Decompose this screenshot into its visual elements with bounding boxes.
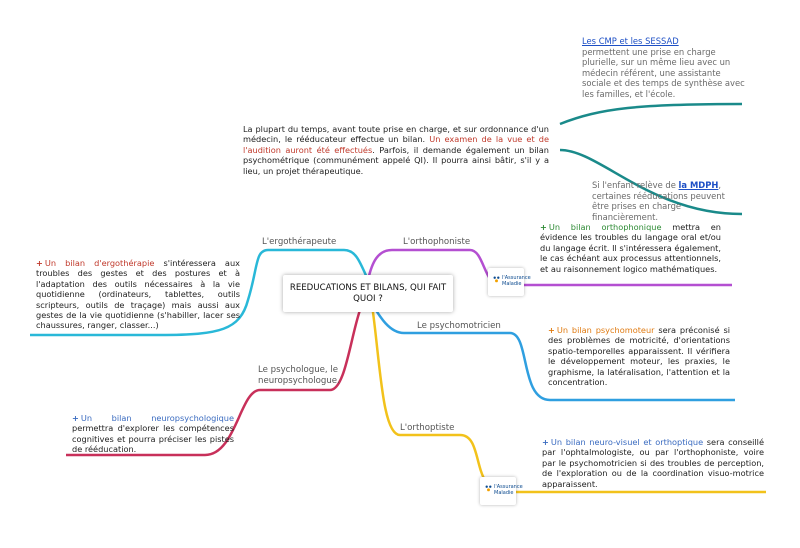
assurance-maladie-logo-text: l'Assurance Maladie: [494, 484, 523, 496]
central-topic[interactable]: [283, 275, 453, 312]
intro-text-1: La plupart du temps, avant toute prise en charge, et sur ordonnance d'un médecin, le rééducateur effectue un bilan.: [243, 124, 549, 145]
ergo-note-title: Un bilan d'ergothérapie: [44, 258, 155, 268]
ortho-note: [540, 222, 721, 274]
assurance-maladie-icon: [492, 275, 501, 284]
branch-label-psychomotricien[interactable]: Le psychomotricien: [417, 321, 501, 331]
cmp-sessad-link[interactable]: Les CMP et les SESSAD: [582, 36, 679, 46]
orthoptiste-note: [542, 437, 764, 489]
mdph-note: [592, 180, 742, 222]
assurance-maladie-icon: [484, 484, 493, 493]
branch-label-orthophoniste[interactable]: L'orthophoniste: [403, 237, 471, 247]
cmp-note: [582, 36, 747, 100]
branch-label-psychologue[interactable]: Le psychologue, le neuropsychologue.: [258, 365, 340, 386]
ergo-note: [36, 258, 240, 331]
link-cmp: [560, 104, 742, 124]
central-topic-label: REEDUCATIONS ET BILANS, QUI FAIT QUOI ?: [289, 282, 447, 304]
branch-label-ergotherapeute[interactable]: L'ergothérapeute: [262, 237, 337, 247]
plus-icon: +: [542, 437, 549, 447]
plus-icon: +: [548, 325, 555, 335]
mdph-text-after: , certaines rééducations peuvent être prises en charge financièrement.: [592, 180, 725, 222]
psychomot-note-text: sera préconisé si des problèmes de motricité, d'orientations spatio-temporelles apparaissent. Il vérifiera le développement moteur, les praxies, le graphisme, la latéralisation, l'attention et la concentration.: [548, 325, 730, 388]
psycho-note-title: Un bilan neuropsychologique: [80, 413, 234, 423]
intro-text-highlight: Un examen de la vue et de l'audition auront été effectués: [243, 134, 549, 155]
ortho-note-text: mettra en évidence les troubles du langage oral et/ou du langage écrit. Il s'intéressera également, le cas échéant aux processus attentionnels, et au raisonnement logico mathématiques.: [540, 222, 721, 274]
plus-icon: +: [72, 413, 79, 423]
branch-label-orthoptiste[interactable]: L'orthoptiste: [400, 423, 455, 433]
assurance-maladie-logo-text: l'Assurance Maladie: [502, 275, 531, 287]
intro-text-2: . Parfois, il demande également un bilan psychométrique (communément appelé QI). Il pourra ainsi bâtir, s'il y a lieu, un projet thérapeutique.: [243, 144, 549, 176]
assurance-maladie-logo: [488, 268, 531, 296]
psycho-note-text: permettra d'explorer les compétences cognitives et pourra préciser les pistes de rééducation.: [72, 423, 234, 455]
psychomot-note: [548, 325, 730, 387]
mdph-text-before: Si l'enfant relève de: [592, 180, 679, 190]
mdph-link[interactable]: la MDPH: [678, 180, 719, 190]
orthoptiste-note-text: sera conseillé par l'ophtalmologiste, ou par l'orthophoniste, voire par le psychomotricien si des troubles de perception, de l'exploration ou de la coordination visuo-motrice apparaissent.: [542, 437, 764, 489]
plus-icon: +: [36, 258, 43, 268]
intro-note: [243, 124, 549, 176]
cmp-text: permettent une prise en charge plurielle, sur un même lieu avec un médecin référent, une assistante sociale et des temps de synthèse avec les familles, et l'école.: [582, 46, 745, 99]
ergo-note-text: s'intéressera aux troubles des gestes et des postures et à l'adaptation des outils nécessaires à la vie quotidienne (ordinateurs, tablettes, outils scripteurs, outils de traçage) mais aussi aux gestes de la vie quotidienne (s'habiller, lacer ses chaussures, ranger, classer...): [36, 258, 240, 331]
assurance-maladie-logo: [480, 477, 523, 505]
plus-icon: +: [540, 222, 547, 232]
orthoptiste-note-title: Un bilan neuro-visuel et orthoptique: [550, 437, 704, 447]
psychomot-note-title: Un bilan psychomoteur: [556, 325, 655, 335]
psycho-note: [72, 413, 234, 455]
ortho-note-title: Un bilan orthophonique: [548, 222, 662, 232]
